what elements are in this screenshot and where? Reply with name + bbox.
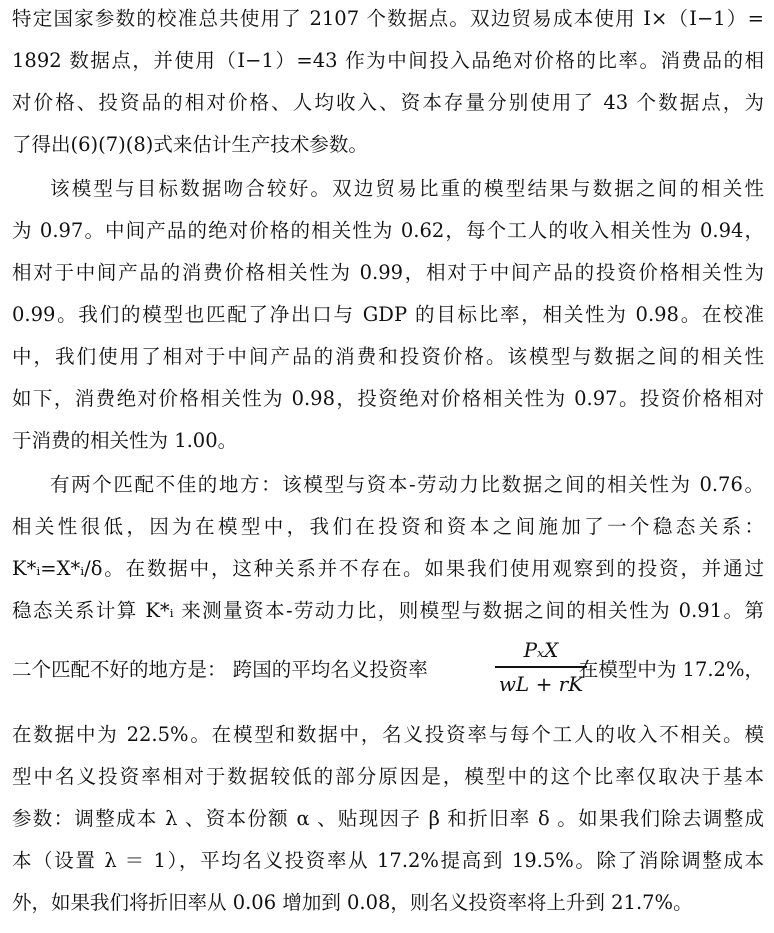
text-line: 稳态关系计算 K*ᵢ 来测量资本-劳动力比，则模型与数据之间的相关性为 0.91。第 <box>12 599 764 622</box>
text-line: 相对于中间产品的消费价格相关性为 0.99，相对于中间产品的投资价格相关性为 <box>12 261 764 284</box>
text-line: 相关性很低，因为在模型中，我们在投资和资本之间施加了一个稳态关系： <box>12 515 764 538</box>
text-line: 为 0.97。中间产品的绝对价格的相关性为 0.62，每个工人的收入相关性为 0.94， <box>12 219 764 242</box>
formula-line-post: 在模型中为 17.2%， <box>578 658 764 681</box>
text-line: 特定国家参数的校准总共使用了 2107 个数据点。双边贸易成本使用 I×（I−1）= <box>12 7 764 30</box>
fraction-denominator: wL + rK <box>498 671 584 696</box>
text-line: 于消费的相关性为 1.00。 <box>12 429 238 452</box>
text-line: 外，如果我们将折旧率从 0.06 增加到 0.08，则名义投资率将上升到 21.7%。 <box>12 891 693 914</box>
text-line: 本（设置 λ ＝ 1），平均名义投资率从 17.2%提高到 19.5%。除了消除调整成本 <box>12 849 764 872</box>
text-line: 有两个匹配不佳的地方：该模型与资本-劳动力比数据之间的相关性为 0.76。 <box>50 473 764 496</box>
formula-line <box>12 636 764 706</box>
text-line: K*ᵢ=X*ᵢ/δ。在数据中，这种关系并不存在。如果我们使用观察到的投资，并通过 <box>12 557 764 580</box>
text-line: 在数据中为 22.5%。在模型和数据中，名义投资率与每个工人的收入不相关。模 <box>12 723 764 746</box>
text-line: 型中名义投资率相对于数据较低的部分原因是，模型中的这个比率仅取决于基本 <box>12 765 764 788</box>
fraction-bar <box>495 666 587 668</box>
text-line: 了得出(6)(7)(8)式来估计生产技术参数。 <box>12 133 368 156</box>
text-line: 1892 数据点，并使用（I−1）=43 作为中间投入品绝对价格的比率。消费品的相 <box>12 49 764 72</box>
text-line: 中，我们使用了相对于中间产品的消费和投资价格。该模型与数据之间的相关性 <box>12 345 764 368</box>
text-line: 如下，消费绝对价格相关性为 0.98，投资绝对价格相关性为 0.97。投资价格相对 <box>12 387 764 410</box>
text-line: 参数：调整成本 λ 、资本份额 α 、贴现因子 β 和折旧率 δ 。如果我们除去调整成 <box>12 807 764 830</box>
text-line: 0.99。我们的模型也匹配了净出口与 GDP 的目标比率，相关性为 0.98。在校准 <box>12 303 764 326</box>
fraction-numerator: PₓX <box>523 638 559 662</box>
text-line: 该模型与目标数据吻合较好。双边贸易比重的模型结果与数据之间的相关性 <box>50 177 764 200</box>
investment-rate-fraction <box>495 636 587 698</box>
formula-line-pre: 二个匹配不好的地方是： 跨国的平均名义投资率 <box>12 658 428 681</box>
text-line: 对价格、投资品的相对价格、人均收入、资本存量分别使用了 43 个数据点，为 <box>12 91 764 114</box>
